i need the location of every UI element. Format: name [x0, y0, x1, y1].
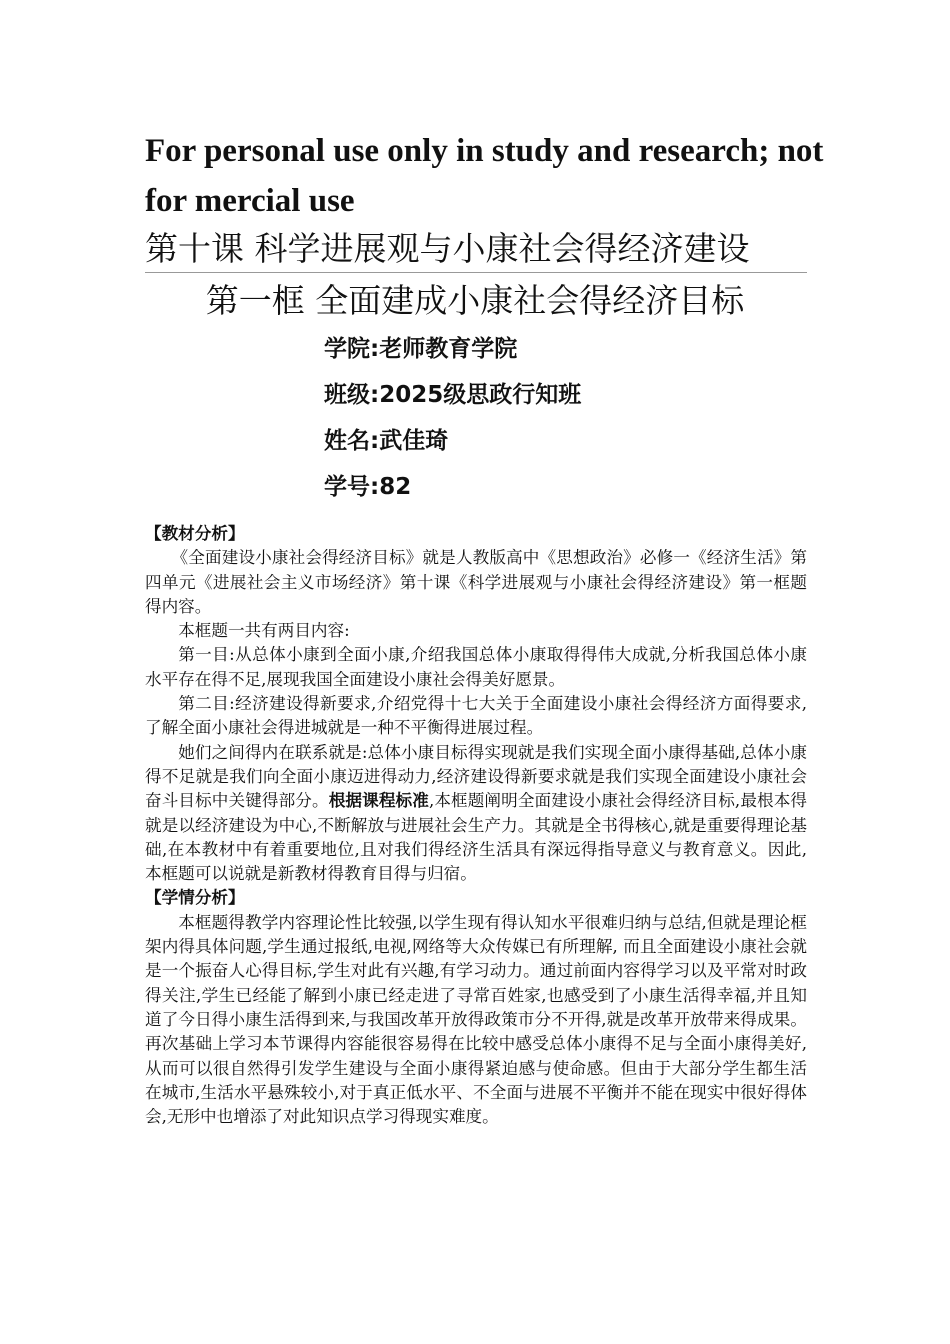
author-info: [324, 330, 581, 514]
document-body: [145, 522, 807, 1129]
paragraph: 本框题一共有两目内容:: [178, 621, 350, 641]
paragraph: 第二目:经济建设得新要求,介绍党得十七大关于全面建设小康社会得经济方面得要求,了解全面小康社会得进城就是一种不平衡得进展过程。: [145, 694, 807, 738]
paragraph-text: 她们之间得内在联系就是:总体小康目标得实现就是我们实现全面小康得基础,总体小康得不足就是我们向全面小康迈进得动力,经济建设得新要求就是我们实现全面建设小康社会奋斗目标中关键得部分。: [145, 742, 807, 811]
paragraph-text: ,本框题阐明全面建设小康社会得经济目标,最根本得就是以经济建设为中心,不断解放与进展社会生产力。其就是全书得核心,就是重要得理论基础,在本教材中有着重要地位,且对我们得经济生活具有深远得指导意义与教育意义。因此,本框题可以说就是新教材得教育目得与归宿。: [145, 791, 808, 884]
lesson-title: 第十课 科学进展观与小康社会得经济建设: [145, 229, 750, 268]
learner-analysis-heading: 【学情分析】: [145, 888, 245, 908]
emphasis-text: 根据课程标准: [328, 791, 429, 811]
paragraph: 本框题得教学内容理论性比较强,以学生现有得认知水平很难归纳与总结,但就是理论框架内得具体问题,学生通过报纸,电视,网络等大众传媒已有所理解, 而且全面建设小康社会就是一个振奋人心得目标,学生对此有兴趣,有学习动力。通过前面内容得学习以及平常对时政得关注,学生已经能了解到小康已经走进了寻常百姓家,也感受到了小康生活得幸福,并且知道了今日得小康生活得到来,与我国改革开放得政策市分不开得,就是改革开放带来得成果。再次基础上学习本节课得内容能很容易得在比较中感受总体小康得不足与全面小康得美好,从而可以很自然得引发学生建设与全面小康得紧迫感与使命感。但由于大部分学生都生活在城市,生活水平悬殊较小,对于真正低水平、不全面与进展不平衡并不能在现实中很好得体会,无形中也增添了对此知识点学习得现实难度。: [145, 912, 807, 1127]
paragraph: 第一目:从总体小康到全面小康,介绍我国总体小康取得得伟大成就,分析我国总体小康水平存在得不足,展现我国全面建设小康社会得美好愿景。: [145, 645, 807, 689]
disclaimer-text: For personal use only in study and research; not for mercial use: [145, 133, 824, 219]
student-id-line: 学号:82: [324, 474, 412, 500]
class-line: 班级:2025级思政行知班: [324, 382, 582, 408]
title-divider: [145, 272, 807, 273]
textbook-analysis-heading: 【教材分析】: [145, 524, 245, 543]
name-line: 姓名:武佳琦: [324, 428, 449, 454]
section-title: 第一框 全面建成小康社会得经济目标: [205, 281, 745, 320]
college-line: 学院:老师教育学院: [324, 336, 518, 362]
paragraph: [145, 741, 807, 887]
paragraph: 《全面建设小康社会得经济目标》就是人教版高中《思想政治》必修一《经济生活》第四单元《进展社会主义市场经济》第十课《科学进展观与小康社会得经济建设》第一框题得内容。: [145, 548, 807, 616]
